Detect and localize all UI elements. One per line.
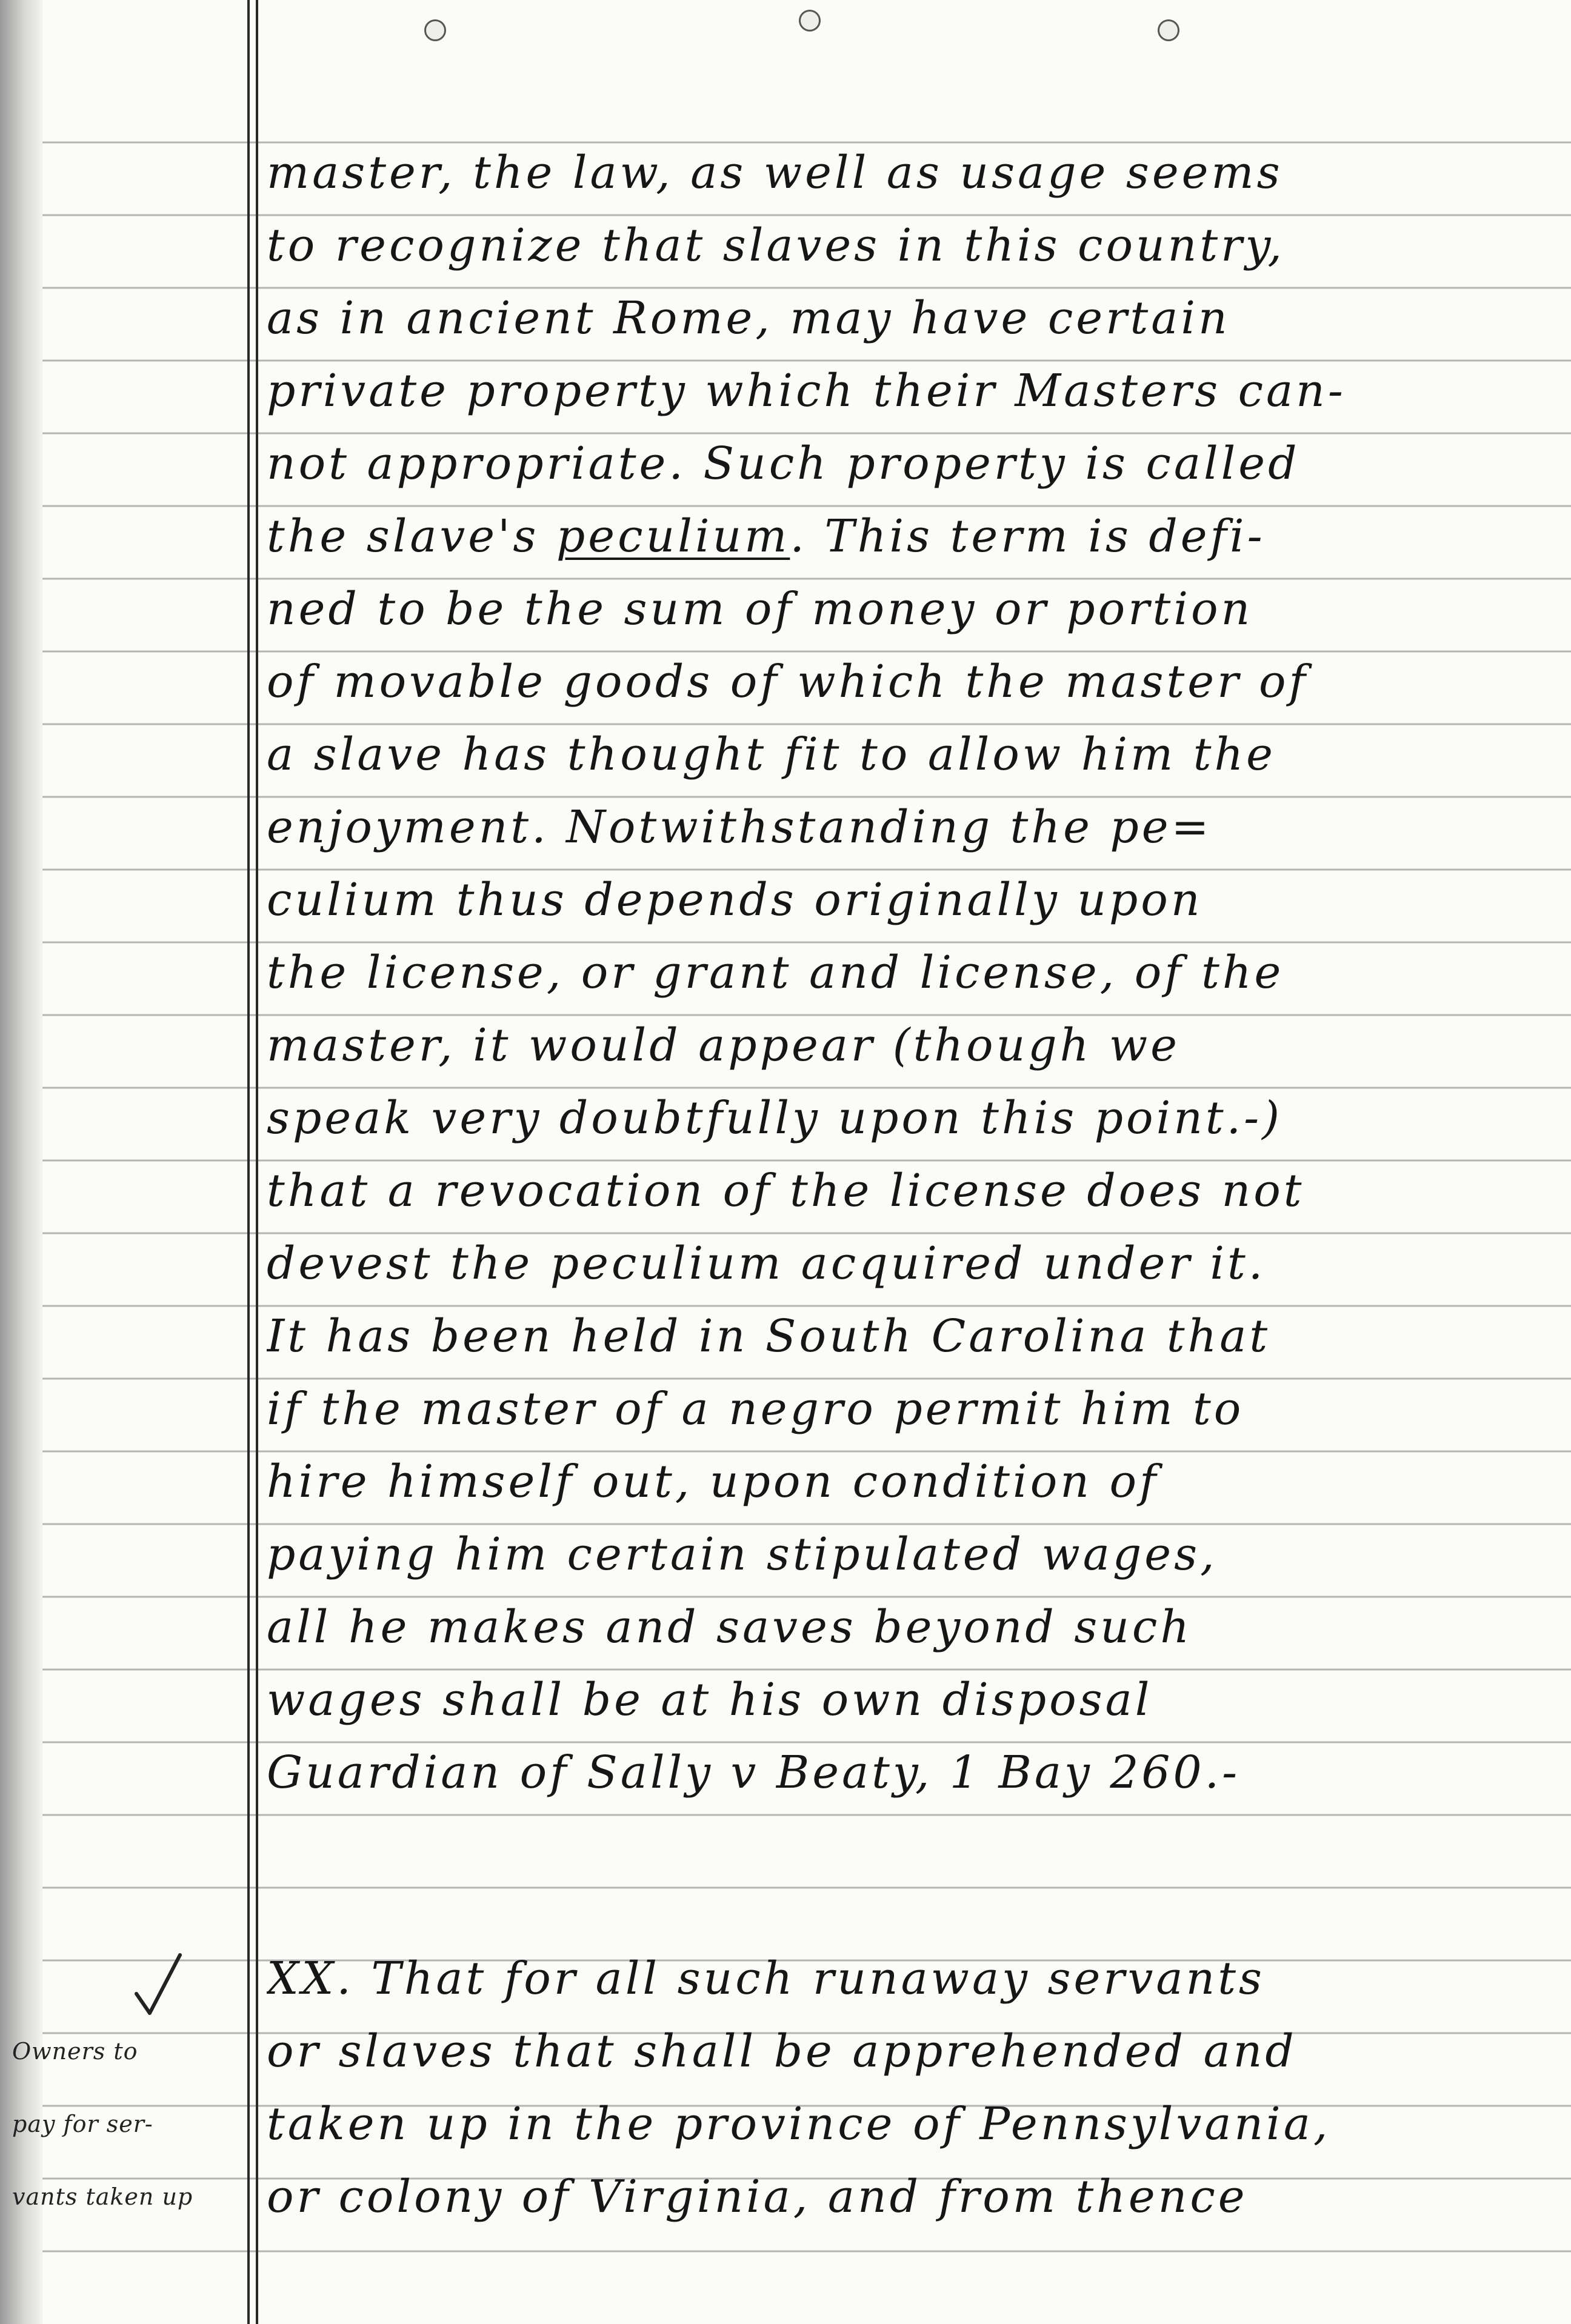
text-line: that a revocation of the license does not (267, 1165, 1305, 1217)
binding-edge (0, 0, 42, 2324)
text-line: speak very doubtfully upon this point.-) (267, 1092, 1283, 1144)
text-line: as in ancient Rome, may have certain (267, 292, 1230, 344)
check-mark-icon (130, 1951, 185, 2018)
text-line: or slaves that shall be apprehended and (267, 2025, 1297, 2077)
text-segment: . This term is defi- (790, 510, 1266, 562)
text-line: or colony of Virginia, and from thence (267, 2171, 1248, 2223)
text-line: devest the peculium acquired under it. (267, 1237, 1266, 1290)
punch-hole-left (424, 19, 446, 41)
text-line: enjoyment. Notwithstanding the pe= (267, 801, 1212, 853)
text-line: to recognize that slaves in this country, (267, 219, 1285, 271)
text-line: the license, or grant and license, of the (267, 947, 1284, 999)
margin-note: Owners to (12, 2038, 138, 2065)
text-line: of movable goods of which the master of (267, 656, 1309, 708)
text-line: not appropriate. Such property is called (267, 438, 1300, 490)
text-line: taken up in the province of Pennsylvania, (267, 2098, 1331, 2150)
text-line: a slave has thought fit to allow him the (267, 728, 1276, 781)
punch-hole-center (799, 10, 821, 32)
text-line: culium thus depends originally upon (267, 874, 1203, 926)
text-line: It has been held in South Carolina that (267, 1310, 1271, 1362)
underlined-term: peculium (556, 510, 790, 562)
text-line: private property which their Masters can- (267, 365, 1346, 417)
text-line: master, it would appear (though we (267, 1019, 1180, 1071)
text-line: paying him certain stipulated wages, (267, 1528, 1218, 1580)
margin-rule-outer (247, 0, 250, 2324)
text-line: wages shall be at his own disposal (267, 1674, 1153, 1726)
text-line: master, the law, as well as usage seems (267, 147, 1283, 199)
text-line (267, 500, 1558, 573)
text-line: ned to be the sum of money or portion (267, 583, 1253, 635)
text-line: all he makes and saves beyond such (267, 1601, 1193, 1653)
margin-note: pay for ser- (12, 2111, 153, 2137)
text-line: if the master of a negro permit him to (267, 1383, 1244, 1435)
text-line: hire himself out, upon condition of (267, 1456, 1159, 1508)
text-line: XX. That for all such runaway servants (267, 1953, 1265, 2005)
punch-hole-right (1158, 19, 1179, 41)
margin-note: vants taken up (12, 2183, 193, 2210)
text-segment: the slave's (267, 510, 556, 562)
margin-rule-inner (256, 0, 258, 2324)
text-line: Guardian of Sally v Beaty, 1 Bay 260.- (267, 1746, 1241, 1799)
